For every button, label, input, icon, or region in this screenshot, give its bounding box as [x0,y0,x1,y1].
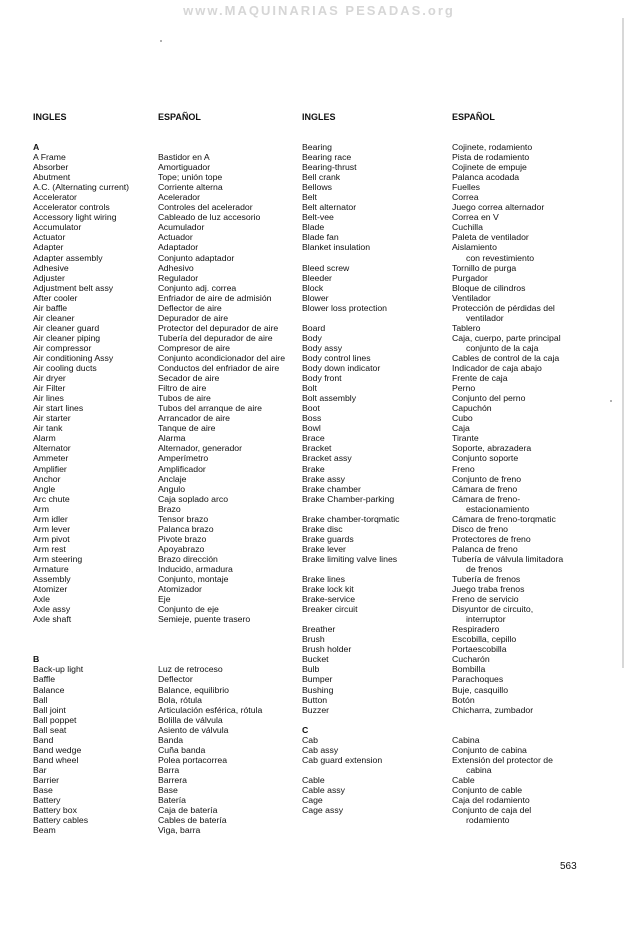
glossary-term: Bellows [302,182,332,193]
glossary-term: Cubo [452,413,473,424]
glossary-term: Air conditioning Assy [33,352,114,363]
glossary-term: Botón [452,694,475,705]
glossary-term: Accelerator [33,192,77,203]
watermark: www.MAQUINARIAS PESADAS.org [183,3,455,18]
glossary-term: Batería [158,795,187,806]
glossary-term: Arm pivot [33,533,70,544]
glossary-term: Accelerator controls [33,202,110,213]
glossary-term: Conjunto de cabina [452,744,527,755]
glossary-term: Parachoques [452,674,504,685]
glossary-term: Cable [302,774,325,785]
glossary-term: Amortiguador [158,162,211,173]
header-ingles-2: INGLES [302,112,336,122]
glossary-term: Air Filter [33,383,66,394]
glossary-term: Correa en V [452,212,499,223]
glossary-term: Aislamiento [452,242,497,253]
glossary-term: Battery box [33,805,77,816]
glossary-term: Air dryer [33,373,66,384]
glossary-term: Polea portacorrea [158,754,228,765]
glossary-term: Conjunto de freno [452,473,522,484]
glossary-term: Caja de batería [158,805,218,816]
glossary-term: Tubería de válvula limitadora [452,553,564,564]
glossary-term: Cojinete de empuje [452,162,527,173]
glossary-term: Caja [452,423,470,434]
glossary-term: Chicharra, zumbador [452,704,534,715]
glossary-term [158,634,285,644]
glossary-term: Luz de retroceso [158,664,223,675]
glossary-term: Blower [302,292,329,303]
glossary-term: Protector del depurador de aire [158,322,279,333]
glossary-term: Battery cables [33,815,89,826]
glossary-term [302,564,400,574]
glossary-term: Bleeder [302,272,332,283]
glossary-term: rodamiento [466,815,510,826]
glossary-term: Ball seat [33,724,67,735]
glossary-term: Arc chute [33,493,70,504]
glossary-term: Soporte, abrazadera [452,443,532,454]
glossary-term: Conjunto acondicionador del aire [158,352,286,363]
glossary-term: Baffle [33,674,56,685]
glossary-term: Air compressor [33,342,92,353]
glossary-term: Cámara de freno- [452,493,521,504]
glossary-term: ventilador [466,312,504,323]
glossary-term: Depurador de aire [158,312,229,323]
glossary-term: Protectores de freno [452,533,531,544]
glossary-term: Brake lever [302,543,346,554]
glossary-term: Air start lines [33,403,84,414]
glossary-term: Cable assy [302,785,345,795]
glossary-term: Tanque de aire [158,423,216,434]
glossary-term: Freno de servicio [452,594,519,605]
glossary-term: Asiento de válvula [158,724,229,735]
glossary-term [158,142,285,152]
glossary-term: Alternador, generador [158,443,243,454]
glossary-term: Body front [302,373,342,384]
glossary-term: estacionamiento [466,503,530,514]
glossary-term: Absorber [33,162,69,173]
glossary-term: Conjunto, montaje [158,574,229,585]
glossary-term: Brazo dirección [158,553,218,564]
glossary-term: Bola, rótula [158,694,202,705]
glossary-term: Brake assy [302,473,345,484]
glossary-term [302,253,400,263]
glossary-term: Brake limiting valve lines [302,553,398,564]
glossary-term: Filtro de aire [158,383,207,394]
glossary-term: Extensión del protector de [452,754,553,765]
glossary-term: Air cleaner piping [33,332,101,343]
glossary-term: Brake lines [302,574,345,585]
glossary-term: Bombilla [452,664,486,675]
glossary-term: Brace [302,433,325,444]
glossary-term: Palanca brazo [158,523,214,534]
glossary-term: Belt [302,192,317,203]
glossary-term: con revestimiento [466,252,535,263]
glossary-term: Pista de rodamiento [452,152,530,163]
glossary-term: Arm [33,503,49,514]
glossary-term: Buje, casquillo [452,684,509,695]
glossary-term [33,624,129,634]
glossary-term: Bearing-thrust [302,162,357,173]
glossary-term: Bell crank [302,172,341,183]
header-espanol-2: ESPAÑOL [452,112,495,122]
glossary-term: Amplificador [158,463,206,474]
column-espanol-2 [452,142,563,825]
glossary-term: Air tank [33,423,63,434]
glossary-term: Band wheel [33,754,79,765]
glossary-term: Cables de control de la caja [452,352,560,363]
glossary-term: Bearing [302,142,332,152]
glossary-term: Juego traba frenos [452,584,525,595]
glossary-term: Air cleaner guard [33,322,100,333]
glossary-term: Bracket [302,443,332,454]
glossary-term: Cucharón [452,654,490,665]
glossary-term: Secador de aire [158,373,220,384]
glossary-term: conjunto de la caja [466,342,539,353]
glossary-term: Cab [302,734,318,745]
glossary-term: Cabina [452,734,480,745]
glossary-term: Caja, cuerpo, parte principal [452,332,561,343]
glossary-term: de frenos [466,563,503,574]
glossary-term [452,715,563,725]
glossary-term: Bolt assembly [302,393,357,404]
glossary-term: Conductos del enfriador de aire [158,363,280,374]
glossary-term: Arm idler [33,513,68,524]
glossary-term: Inducido, armadura [158,563,233,574]
glossary-term: Adjuster [33,272,65,283]
glossary-term: Board [302,322,326,333]
glossary-term: Angulo [158,483,186,494]
glossary-term: Alarm [33,433,56,444]
glossary-term: Body control lines [302,352,371,363]
glossary-term [452,725,563,735]
column-ingles-1 [33,142,129,835]
glossary-term: Balance, equilibrio [158,684,229,695]
glossary-term: Cámara de freno [452,483,518,494]
glossary-term: Tubería de frenos [452,574,521,585]
glossary-term: Fuelles [452,182,481,193]
glossary-term: Cage assy [302,805,344,816]
glossary-term [302,765,400,775]
glossary-term: Brake [302,463,325,474]
glossary-term: Correa [452,192,479,203]
glossary-term: Brake chamber [302,483,361,494]
glossary-term: Viga, barra [158,825,201,836]
glossary-term: Anclaje [158,473,187,484]
glossary-term: Abutment [33,172,71,183]
glossary-term: Bowl [302,423,321,434]
glossary-term: Bloque de cilindros [452,282,526,293]
glossary-term: Tablero [452,322,481,333]
glossary-term: Deflector [158,674,193,685]
glossary-term: Conjunto de caja del [452,805,532,816]
glossary-term: Bearing race [302,152,352,163]
glossary-term: Conjunto adaptador [158,252,235,263]
glossary-term: Tubos del arranque de aire [158,403,262,414]
glossary-term: Bushing [302,684,334,695]
glossary-term: Bolilla de válvula [158,714,223,725]
glossary-term: Ball poppet [33,714,77,725]
glossary-term: Arm lever [33,523,71,534]
glossary-term: Accumulator [33,222,82,233]
glossary-term: Axle assy [33,604,71,615]
glossary-term: Bastidor en A [158,152,210,163]
glossary-term: Base [158,785,178,795]
glossary-term: Body [302,332,322,343]
glossary-term: Bulb [302,664,320,675]
glossary-term: Arm rest [33,543,66,554]
glossary-term: Accessory light wiring [33,212,117,223]
glossary-term: Tubos de aire [158,393,211,404]
glossary-term: Adapter [33,242,64,253]
glossary-term: After cooler [33,292,78,303]
glossary-term: Armature [33,563,69,574]
glossary-term: Cuchilla [452,222,483,233]
glossary-term: Cableado de luz accesorio [158,212,261,223]
scan-speck [160,40,162,42]
glossary-term: Pivote brazo [158,533,207,544]
glossary-term: Balance [33,684,65,695]
glossary-term: Actuador [158,232,193,243]
glossary-term: Tubería del depurador de aire [158,332,273,343]
glossary-term: Alternator [33,443,71,454]
glossary-term: Bolt [302,383,317,394]
glossary-term: Freno [452,463,475,474]
glossary-term: Indicador de caja abajo [452,363,542,374]
glossary-term: Air cleaner [33,312,75,323]
glossary-term: Arrancador de aire [158,413,230,424]
glossary-term: Cámara de freno-torqmatic [452,513,556,524]
glossary-term: Articulación esférica, rótula [158,704,263,715]
glossary-term: Air starter [33,413,71,424]
glossary-term: Conjunto de cable [452,785,523,795]
glossary-term: Blade fan [302,232,339,243]
glossary-term [158,654,285,664]
glossary-term: Body down indicator [302,363,381,374]
glossary-term: Brake guards [302,533,354,544]
glossary-term: Enfriador de aire de admisión [158,292,272,303]
glossary-term: Battery [33,795,61,806]
glossary-term: Conjunto adj. correa [158,282,237,293]
column-ingles-2 [302,142,400,815]
glossary-term: Tensor brazo [158,513,209,524]
glossary-term: Breaker circuit [302,604,358,615]
glossary-term [158,624,285,634]
glossary-term: Arm steering [33,553,83,564]
glossary-term: Assembly [33,574,71,585]
glossary-term: Brake chamber-torqmatic [302,513,400,524]
glossary-term: Barrier [33,774,60,785]
glossary-term: Bleed screw [302,262,350,273]
glossary-term: Air lines [33,393,64,404]
glossary-term [302,614,400,624]
glossary-term: Buzzer [302,704,330,715]
glossary-term: Perno [452,383,476,394]
glossary-term: Cojinete, rodamiento [452,142,533,152]
glossary-term: Cable [452,774,475,785]
glossary-term: Acumulador [158,222,205,233]
section-letter: A [33,142,40,152]
glossary-term: Cab assy [302,744,339,755]
glossary-term: Blower loss protection [302,302,387,313]
glossary-term: Air baffle [33,302,68,313]
header-espanol-1: ESPAÑOL [158,112,201,122]
glossary-term: Ball joint [33,704,66,715]
glossary-term: Eje [158,594,171,605]
glossary-term: Atomizer [33,584,68,595]
glossary-term: interruptor [466,614,506,625]
glossary-term: Escobilla, cepillo [452,634,517,645]
glossary-term: Adhesivo [158,262,194,273]
glossary-term: Tope; unión tope [158,172,223,183]
glossary-term: Brush holder [302,644,352,655]
header-ingles-1: INGLES [33,112,67,122]
glossary-term: Disyuntor de circuito, [452,604,534,615]
glossary-term: Brake-service [302,594,356,605]
glossary-term: Band [33,734,54,745]
glossary-term: Belt alternator [302,202,357,213]
glossary-term: Cables de batería [158,815,227,826]
glossary-term: Purgador [452,272,488,283]
glossary-term: Disco de freno [452,523,509,534]
glossary-term: Alarma [158,433,186,444]
glossary-term: Blanket insulation [302,242,371,253]
scan-edge-line [622,18,624,668]
column-espanol-1 [158,142,285,835]
glossary-term: Axle [33,594,50,605]
glossary-term: cabina [466,764,492,775]
glossary-term: Block [302,282,324,293]
glossary-term: Conjunto soporte [452,453,519,464]
section-letter: C [302,724,309,735]
glossary-term: Amplifier [33,463,67,474]
glossary-term: Amperímetro [158,453,209,464]
glossary-term: Caja del rodamiento [452,795,530,806]
glossary-term: A Frame [33,152,66,163]
glossary-term: Barra [158,764,180,775]
glossary-term: Conjunto del perno [452,393,526,404]
glossary-term: Juego correa alternador [452,202,545,213]
glossary-term: Banda [158,734,184,745]
glossary-term [302,715,400,725]
glossary-term: Anchor [33,473,61,484]
scan-speck [610,400,612,402]
section-letter: B [33,654,40,665]
glossary-term: Angle [33,483,56,494]
glossary-term [33,634,129,644]
glossary-term: Brake Chamber-parking [302,493,395,504]
glossary-term: Bumper [302,674,333,685]
glossary-term [302,504,400,514]
glossary-term: Protección de pérdidas del [452,302,555,313]
glossary-term: Palanca acodada [452,172,520,183]
glossary-term: Deflector de aire [158,302,222,313]
glossary-term: Barrera [158,774,187,785]
glossary-term: Bar [33,764,47,775]
glossary-term: Acelerador [158,192,201,203]
glossary-term: Air cooling ducts [33,363,97,374]
glossary-term [33,644,129,654]
glossary-term: Tirante [452,433,479,444]
glossary-term: Apoyabrazo [158,543,205,554]
glossary-term: Button [302,694,328,705]
glossary-term: Beam [33,825,56,836]
glossary-term: Compresor de aire [158,342,230,353]
glossary-term: Ventilador [452,292,491,303]
glossary-term: Adjustment belt assy [33,282,114,293]
glossary-term: Belt-vee [302,212,334,223]
glossary-term: Adhesive [33,262,69,273]
glossary-term: Brush [302,634,325,645]
glossary-term: Adapter assembly [33,252,103,263]
glossary-term: Caja soplado arco [158,493,229,504]
glossary-term: Conjunto de eje [158,604,219,615]
glossary-term: Respiradero [452,624,500,635]
glossary-term: Cab guard extension [302,754,383,765]
glossary-term: Bracket assy [302,453,352,464]
glossary-term: Ball [33,694,48,705]
glossary-term: Regulador [158,272,199,283]
glossary-term: Frente de caja [452,373,508,384]
glossary-term: Controles del acelerador [158,202,253,213]
glossary-term: Blade [302,222,325,233]
glossary-term: Paleta de ventilador [452,232,529,243]
glossary-term: Bucket [302,654,329,665]
glossary-term: Axle shaft [33,614,72,625]
glossary-term: Cage [302,795,323,806]
glossary-term: Boot [302,403,320,414]
glossary-term: Breather [302,624,336,635]
glossary-term: Semieje, puente trasero [158,614,251,625]
glossary-term: Back-up light [33,664,84,675]
glossary-term: Tornillo de purga [452,262,517,273]
glossary-term: Capuchón [452,403,492,414]
glossary-term: Palanca de freno [452,543,518,554]
glossary-term: Corriente alterna [158,182,223,193]
glossary-term: Portaescobilla [452,644,507,655]
glossary-term: Cuña banda [158,744,206,755]
glossary-term: Adaptador [158,242,199,253]
glossary-term [302,313,400,323]
glossary-term: Boss [302,413,322,424]
glossary-term: Band wedge [33,744,82,755]
glossary-term: Base [33,785,53,795]
glossary-term: Atomizador [158,584,202,595]
glossary-term: Ammeter [33,453,69,464]
glossary-term [158,644,285,654]
glossary-term: Brake lock kit [302,584,354,595]
glossary-term: Brake disc [302,523,343,534]
glossary-term: A.C. (Alternating current) [33,182,130,193]
glossary-term: Brazo [158,503,181,514]
glossary-term: Body assy [302,342,343,353]
glossary-term: Actuator [33,232,66,243]
page-number: 563 [560,861,577,872]
